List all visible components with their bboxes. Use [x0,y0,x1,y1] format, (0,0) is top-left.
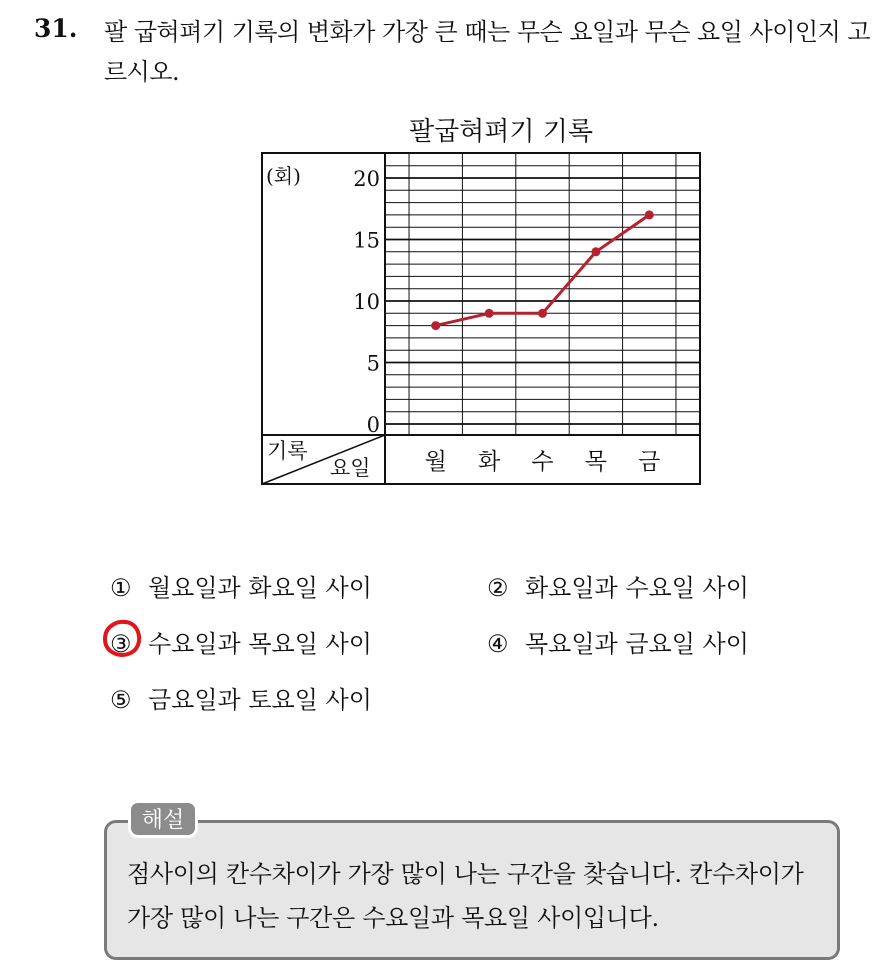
corner-top-label: 기록 [267,439,308,463]
data-point [591,247,600,256]
y-tick-label: 15 [353,228,380,253]
x-tick-label: 금 [638,449,661,475]
y-tick-label: 0 [366,413,380,437]
question-text: 팔 굽혀펴기 기록의 변화가 가장 큰 때는 무슨 요일과 무슨 요일 사이인지 고르시오. [104,18,871,86]
choice-3-mark: ③ [110,630,132,658]
choice-5-text: 금요일과 토요일 사이 [148,686,372,714]
choice-3[interactable] [110,624,372,659]
chart-title: 팔굽혀펴기 기록 [408,117,594,147]
x-tick-label: 목 [584,449,607,475]
choice-5[interactable] [110,680,372,715]
question-number: 31. [34,14,78,43]
data-point [431,321,440,330]
y-tick-label: 20 [353,167,380,191]
y-tick-label: 5 [366,351,380,376]
solution-text: 점사이의 칸수차이가 가장 많이 나는 구간을 찾습니다. 칸수차이가 가장 많이 나는 구간은 수요일과 목요일 사이입니다. [127,860,804,932]
data-point [538,309,547,318]
choice-1[interactable] [110,568,372,603]
y-tick-label: 10 [353,290,380,314]
y-axis-unit-label: (회) [266,164,301,188]
choice-4[interactable] [487,624,749,659]
choice-1-mark: ① [110,574,132,602]
choice-2-text: 화요일과 수요일 사이 [525,574,749,602]
choice-2-mark: ② [487,574,509,602]
choice-1-text: 월요일과 화요일 사이 [148,574,372,602]
choice-2[interactable] [487,568,749,603]
corner-bottom-label: 요일 [330,456,371,480]
data-point [485,309,494,318]
choice-5-mark: ⑤ [110,686,132,714]
x-tick-label: 월 [424,449,447,475]
choice-4-mark: ④ [487,630,509,658]
x-tick-label: 수 [531,449,554,475]
solution-label: 해설 [128,800,198,838]
answer-circle-mark [100,617,144,661]
data-point [645,210,654,219]
x-tick-label: 화 [478,449,501,475]
choice-4-text: 목요일과 금요일 사이 [525,630,749,658]
chart-root [262,117,700,484]
choice-3-text: 수요일과 목요일 사이 [148,630,372,658]
